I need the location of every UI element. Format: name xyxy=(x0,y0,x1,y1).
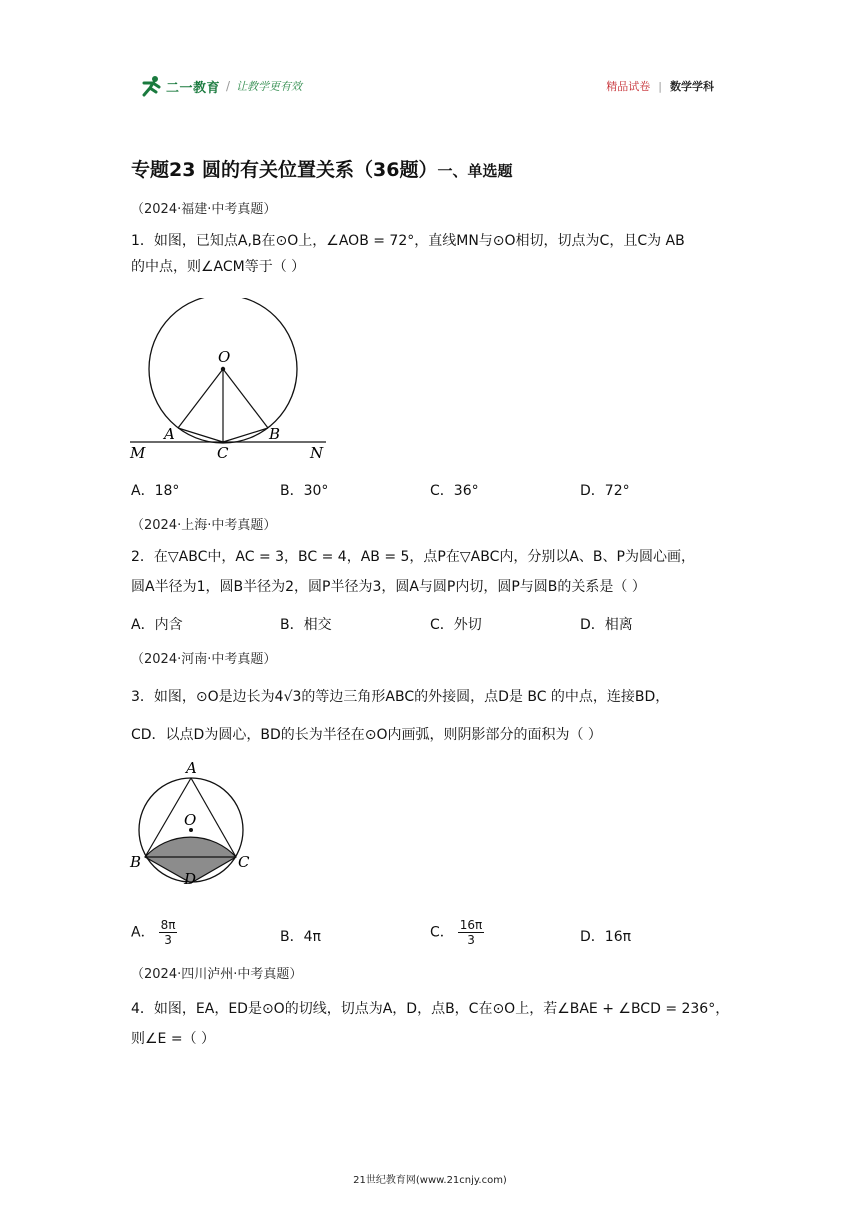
header-tag-subject: 数学学科 xyxy=(670,80,714,93)
q3-line2: CD．以点D为圆心，BD的长为半径在⊙O内画弧，则阴影部分的面积为（ ） xyxy=(131,727,602,743)
q1-segment-OB xyxy=(223,369,268,428)
page-footer: 21世纪教育网(www.21cnjy.com) xyxy=(353,1175,507,1186)
q3-line1: 3．如图，⊙O是边长为4√3的等边三角形ABC的外接圆，点D是 BC 的中点，连接BD， xyxy=(131,689,670,705)
brand-separator: / xyxy=(226,79,231,93)
q2-option-c: C．外切 xyxy=(430,617,482,633)
q3-stem xyxy=(131,684,731,748)
q3-label-B: B xyxy=(130,853,142,871)
q3-label-C: C xyxy=(238,853,250,871)
q1-option-a: A．18° xyxy=(131,483,180,499)
q2-stem xyxy=(131,544,731,600)
brand-name: 二一教育 xyxy=(166,80,221,96)
header-tag-quality: 精品试卷 xyxy=(606,80,651,93)
q4-stem xyxy=(131,996,731,1052)
q1-label-B: B xyxy=(269,425,281,443)
q2-option-b: B．相交 xyxy=(280,617,332,633)
q1-label-A: A xyxy=(164,425,175,443)
q1-option-c: C．36° xyxy=(430,483,479,499)
q1-figure xyxy=(128,298,330,464)
runner-logo-icon xyxy=(138,75,164,97)
q1-stem xyxy=(131,228,731,280)
q4-line1: 4．如图，EA，ED是⊙O的切线，切点为A，D，点B，C在⊙O上，若∠BAE + ∠BCD = 236°， xyxy=(131,1001,730,1017)
q3-label-D: D xyxy=(184,870,197,886)
q1-label-O: O xyxy=(218,348,231,366)
q3-label-A: A xyxy=(186,759,197,777)
q1-line2: 的中点，则∠ACM等于（ ） xyxy=(131,259,306,275)
q3-option-b: B．4π xyxy=(280,929,321,945)
q4-line2: 则∠E =（ ） xyxy=(131,1031,216,1047)
q1-center-point xyxy=(221,367,225,371)
q3-source: （2024·河南·中考真题） xyxy=(131,652,277,667)
q3-label-O: O xyxy=(184,811,197,829)
q1-segment-OA xyxy=(178,369,223,428)
q3-option-d: D．16π xyxy=(580,929,632,945)
q3-figure xyxy=(128,758,254,886)
site-logo xyxy=(138,72,302,100)
q1-label-C: C xyxy=(217,444,229,462)
q4-source: （2024·四川泸州·中考真题） xyxy=(131,967,303,982)
brand-slogan: 让教学更有效 xyxy=(236,80,303,93)
title-main: 专题23 圆的有关位置关系（36题） xyxy=(131,159,438,181)
q1-option-b: B．30° xyxy=(280,483,329,499)
q2-option-a: A．内含 xyxy=(131,617,183,633)
q2-option-d: D．相离 xyxy=(580,617,633,633)
q3-option-c: C． $\frac{16\pi}{3}$ xyxy=(430,918,483,947)
q2-source: （2024·上海·中考真题） xyxy=(131,518,277,533)
page-title xyxy=(131,155,513,182)
q2-line1: 2．在▽ABC中，AC = 3，BC = 4，AB = 5，点P在▽ABC内，分别以A、B、P为圆心画， xyxy=(131,549,695,565)
q3-option-a: A． $\frac{8\pi}{3}$ xyxy=(131,918,176,947)
header-right xyxy=(606,78,714,94)
q1-option-d: D．72° xyxy=(580,483,630,499)
q1-source: （2024·福建·中考真题） xyxy=(131,202,277,217)
section-heading: 一、单选题 xyxy=(437,162,513,180)
header-separator: | xyxy=(658,79,662,93)
q1-label-N: N xyxy=(310,444,324,462)
q2-line2: 圆A半径为1，圆B半径为2，圆P半径为3，圆A与圆P内切，圆P与圆B的关系是（ ） xyxy=(131,579,646,595)
q1-line1: 1．如图，已知点A,B在⊙O上，∠AOB = 72°，直线MN与⊙O相切，切点为C，且C为 AB xyxy=(131,233,685,249)
q1-label-M: M xyxy=(130,444,146,462)
